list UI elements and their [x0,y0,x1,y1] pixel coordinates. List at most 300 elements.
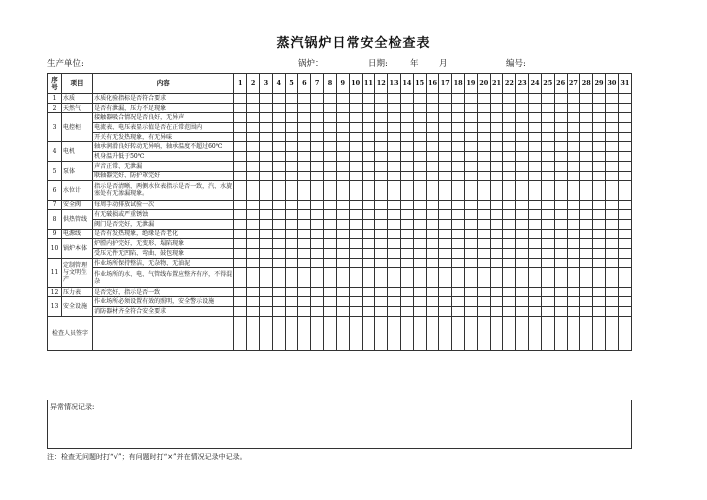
day-check-cell[interactable] [554,249,567,259]
day-check-cell[interactable] [618,142,631,152]
day-check-cell[interactable] [554,171,567,181]
day-check-cell[interactable] [413,210,426,220]
day-check-cell[interactable] [580,210,593,220]
day-check-cell[interactable] [503,171,516,181]
day-check-cell[interactable] [554,142,567,152]
day-check-cell[interactable] [400,181,413,200]
day-check-cell[interactable] [477,152,490,162]
day-check-cell[interactable] [324,268,337,287]
day-check-cell[interactable] [285,142,298,152]
day-check-cell[interactable] [503,123,516,133]
day-check-cell[interactable] [529,94,542,104]
day-check-cell[interactable] [426,103,439,113]
day-check-cell[interactable] [439,123,452,133]
day-check-cell[interactable] [593,171,606,181]
day-check-cell[interactable] [298,132,311,142]
day-check-cell[interactable] [413,239,426,249]
day-check-cell[interactable] [336,171,349,181]
day-check-cell[interactable] [477,268,490,287]
day-check-cell[interactable] [503,94,516,104]
day-check-cell[interactable] [439,181,452,200]
day-check-cell[interactable] [311,103,324,113]
day-check-cell[interactable] [388,142,401,152]
day-check-cell[interactable] [426,113,439,123]
day-check-cell[interactable] [247,152,260,162]
day-check-cell[interactable] [298,219,311,229]
signer-cell[interactable] [349,316,362,350]
day-check-cell[interactable] [618,103,631,113]
signer-cell[interactable] [362,316,375,350]
day-check-cell[interactable] [465,94,478,104]
day-check-cell[interactable] [529,258,542,268]
day-check-cell[interactable] [272,219,285,229]
day-check-cell[interactable] [567,258,580,268]
day-check-cell[interactable] [503,152,516,162]
day-check-cell[interactable] [324,103,337,113]
day-check-cell[interactable] [503,103,516,113]
day-check-cell[interactable] [324,113,337,123]
day-check-cell[interactable] [426,200,439,210]
day-check-cell[interactable] [272,287,285,297]
day-check-cell[interactable] [298,123,311,133]
day-check-cell[interactable] [477,239,490,249]
day-check-cell[interactable] [272,171,285,181]
day-check-cell[interactable] [529,307,542,317]
day-check-cell[interactable] [618,239,631,249]
day-check-cell[interactable] [503,287,516,297]
day-check-cell[interactable] [426,249,439,259]
day-check-cell[interactable] [605,210,618,220]
day-check-cell[interactable] [234,103,247,113]
day-check-cell[interactable] [490,249,503,259]
day-check-cell[interactable] [452,200,465,210]
day-check-cell[interactable] [298,103,311,113]
day-check-cell[interactable] [580,142,593,152]
day-check-cell[interactable] [439,113,452,123]
day-check-cell[interactable] [285,132,298,142]
signer-cell[interactable] [452,316,465,350]
day-check-cell[interactable] [298,113,311,123]
day-check-cell[interactable] [375,249,388,259]
day-check-cell[interactable] [426,258,439,268]
day-check-cell[interactable] [362,123,375,133]
signer-cell[interactable] [413,316,426,350]
day-check-cell[interactable] [567,297,580,307]
day-check-cell[interactable] [349,249,362,259]
day-check-cell[interactable] [618,229,631,239]
day-check-cell[interactable] [503,210,516,220]
day-check-cell[interactable] [324,219,337,229]
day-check-cell[interactable] [490,239,503,249]
day-check-cell[interactable] [516,307,529,317]
day-check-cell[interactable] [413,94,426,104]
day-check-cell[interactable] [400,210,413,220]
day-check-cell[interactable] [311,249,324,259]
day-check-cell[interactable] [388,200,401,210]
day-check-cell[interactable] [362,287,375,297]
day-check-cell[interactable] [311,268,324,287]
day-check-cell[interactable] [413,181,426,200]
day-check-cell[interactable] [234,94,247,104]
day-check-cell[interactable] [388,239,401,249]
day-check-cell[interactable] [465,123,478,133]
day-check-cell[interactable] [541,132,554,142]
day-check-cell[interactable] [516,297,529,307]
day-check-cell[interactable] [503,307,516,317]
day-check-cell[interactable] [465,307,478,317]
day-check-cell[interactable] [516,152,529,162]
day-check-cell[interactable] [503,142,516,152]
day-check-cell[interactable] [349,200,362,210]
day-check-cell[interactable] [285,249,298,259]
day-check-cell[interactable] [426,94,439,104]
day-check-cell[interactable] [580,161,593,171]
day-check-cell[interactable] [349,268,362,287]
day-check-cell[interactable] [426,287,439,297]
day-check-cell[interactable] [580,287,593,297]
day-check-cell[interactable] [400,258,413,268]
day-check-cell[interactable] [375,200,388,210]
day-check-cell[interactable] [593,161,606,171]
day-check-cell[interactable] [554,287,567,297]
day-check-cell[interactable] [452,142,465,152]
day-check-cell[interactable] [490,229,503,239]
day-check-cell[interactable] [375,142,388,152]
day-check-cell[interactable] [605,103,618,113]
day-check-cell[interactable] [272,94,285,104]
day-check-cell[interactable] [593,103,606,113]
signer-cell[interactable] [503,316,516,350]
signer-cell[interactable] [567,316,580,350]
day-check-cell[interactable] [349,161,362,171]
day-check-cell[interactable] [452,268,465,287]
day-check-cell[interactable] [285,103,298,113]
day-check-cell[interactable] [452,287,465,297]
day-check-cell[interactable] [439,307,452,317]
day-check-cell[interactable] [605,142,618,152]
day-check-cell[interactable] [477,123,490,133]
day-check-cell[interactable] [234,200,247,210]
day-check-cell[interactable] [541,161,554,171]
day-check-cell[interactable] [272,152,285,162]
day-check-cell[interactable] [503,161,516,171]
day-check-cell[interactable] [605,268,618,287]
day-check-cell[interactable] [324,307,337,317]
day-check-cell[interactable] [336,152,349,162]
day-check-cell[interactable] [260,94,273,104]
day-check-cell[interactable] [298,171,311,181]
day-check-cell[interactable] [362,229,375,239]
day-check-cell[interactable] [541,229,554,239]
day-check-cell[interactable] [490,113,503,123]
day-check-cell[interactable] [336,123,349,133]
day-check-cell[interactable] [465,297,478,307]
day-check-cell[interactable] [375,132,388,142]
day-check-cell[interactable] [375,103,388,113]
day-check-cell[interactable] [311,307,324,317]
day-check-cell[interactable] [285,219,298,229]
day-check-cell[interactable] [260,171,273,181]
day-check-cell[interactable] [541,142,554,152]
day-check-cell[interactable] [477,219,490,229]
day-check-cell[interactable] [516,181,529,200]
day-check-cell[interactable] [400,287,413,297]
day-check-cell[interactable] [618,200,631,210]
day-check-cell[interactable] [593,258,606,268]
day-check-cell[interactable] [426,239,439,249]
day-check-cell[interactable] [593,123,606,133]
day-check-cell[interactable] [490,123,503,133]
abnormal-record-box[interactable] [47,400,632,449]
day-check-cell[interactable] [477,132,490,142]
day-check-cell[interactable] [426,171,439,181]
signer-cell[interactable] [477,316,490,350]
day-check-cell[interactable] [375,307,388,317]
day-check-cell[interactable] [477,200,490,210]
day-check-cell[interactable] [388,258,401,268]
day-check-cell[interactable] [311,219,324,229]
day-check-cell[interactable] [503,229,516,239]
day-check-cell[interactable] [490,94,503,104]
day-check-cell[interactable] [593,229,606,239]
day-check-cell[interactable] [426,152,439,162]
day-check-cell[interactable] [465,219,478,229]
day-check-cell[interactable] [465,239,478,249]
day-check-cell[interactable] [465,142,478,152]
day-check-cell[interactable] [311,210,324,220]
day-check-cell[interactable] [272,239,285,249]
day-check-cell[interactable] [490,142,503,152]
day-check-cell[interactable] [362,181,375,200]
day-check-cell[interactable] [336,200,349,210]
day-check-cell[interactable] [336,181,349,200]
day-check-cell[interactable] [477,258,490,268]
day-check-cell[interactable] [247,268,260,287]
day-check-cell[interactable] [490,210,503,220]
day-check-cell[interactable] [298,152,311,162]
day-check-cell[interactable] [298,200,311,210]
day-check-cell[interactable] [375,181,388,200]
day-check-cell[interactable] [388,103,401,113]
signer-cell[interactable] [298,316,311,350]
day-check-cell[interactable] [298,307,311,317]
day-check-cell[interactable] [541,287,554,297]
day-check-cell[interactable] [247,142,260,152]
day-check-cell[interactable] [465,152,478,162]
day-check-cell[interactable] [311,123,324,133]
day-check-cell[interactable] [298,258,311,268]
day-check-cell[interactable] [234,161,247,171]
day-check-cell[interactable] [516,268,529,287]
day-check-cell[interactable] [426,307,439,317]
day-check-cell[interactable] [336,132,349,142]
day-check-cell[interactable] [580,297,593,307]
day-check-cell[interactable] [541,268,554,287]
day-check-cell[interactable] [477,181,490,200]
day-check-cell[interactable] [541,297,554,307]
day-check-cell[interactable] [580,239,593,249]
day-check-cell[interactable] [567,229,580,239]
day-check-cell[interactable] [260,297,273,307]
day-check-cell[interactable] [541,219,554,229]
day-check-cell[interactable] [541,239,554,249]
day-check-cell[interactable] [605,249,618,259]
day-check-cell[interactable] [324,132,337,142]
day-check-cell[interactable] [516,142,529,152]
day-check-cell[interactable] [554,219,567,229]
day-check-cell[interactable] [272,249,285,259]
day-check-cell[interactable] [529,123,542,133]
day-check-cell[interactable] [618,297,631,307]
day-check-cell[interactable] [234,132,247,142]
day-check-cell[interactable] [503,297,516,307]
day-check-cell[interactable] [439,297,452,307]
day-check-cell[interactable] [362,239,375,249]
day-check-cell[interactable] [516,123,529,133]
day-check-cell[interactable] [311,132,324,142]
day-check-cell[interactable] [541,103,554,113]
day-check-cell[interactable] [298,239,311,249]
day-check-cell[interactable] [580,152,593,162]
day-check-cell[interactable] [426,268,439,287]
day-check-cell[interactable] [477,94,490,104]
day-check-cell[interactable] [426,161,439,171]
day-check-cell[interactable] [234,219,247,229]
day-check-cell[interactable] [580,94,593,104]
day-check-cell[interactable] [336,142,349,152]
day-check-cell[interactable] [234,239,247,249]
day-check-cell[interactable] [400,142,413,152]
day-check-cell[interactable] [477,113,490,123]
day-check-cell[interactable] [490,152,503,162]
day-check-cell[interactable] [349,210,362,220]
day-check-cell[interactable] [375,161,388,171]
day-check-cell[interactable] [605,297,618,307]
day-check-cell[interactable] [618,152,631,162]
signer-cell[interactable] [529,316,542,350]
day-check-cell[interactable] [400,307,413,317]
day-check-cell[interactable] [426,229,439,239]
day-check-cell[interactable] [465,268,478,287]
day-check-cell[interactable] [516,258,529,268]
day-check-cell[interactable] [388,94,401,104]
day-check-cell[interactable] [465,210,478,220]
day-check-cell[interactable] [529,113,542,123]
day-check-cell[interactable] [400,123,413,133]
day-check-cell[interactable] [426,123,439,133]
day-check-cell[interactable] [426,142,439,152]
day-check-cell[interactable] [400,171,413,181]
day-check-cell[interactable] [529,161,542,171]
day-check-cell[interactable] [247,171,260,181]
day-check-cell[interactable] [311,229,324,239]
day-check-cell[interactable] [375,219,388,229]
day-check-cell[interactable] [541,200,554,210]
day-check-cell[interactable] [605,229,618,239]
day-check-cell[interactable] [593,152,606,162]
day-check-cell[interactable] [554,152,567,162]
signer-cell[interactable] [324,316,337,350]
day-check-cell[interactable] [465,181,478,200]
day-check-cell[interactable] [605,171,618,181]
day-check-cell[interactable] [490,103,503,113]
day-check-cell[interactable] [593,200,606,210]
day-check-cell[interactable] [439,171,452,181]
day-check-cell[interactable] [554,268,567,287]
signer-cell[interactable] [554,316,567,350]
day-check-cell[interactable] [375,287,388,297]
day-check-cell[interactable] [477,297,490,307]
day-check-cell[interactable] [541,210,554,220]
day-check-cell[interactable] [452,103,465,113]
day-check-cell[interactable] [388,219,401,229]
day-check-cell[interactable] [362,249,375,259]
day-check-cell[interactable] [439,287,452,297]
day-check-cell[interactable] [605,123,618,133]
day-check-cell[interactable] [400,132,413,142]
day-check-cell[interactable] [311,297,324,307]
day-check-cell[interactable] [516,200,529,210]
day-check-cell[interactable] [580,249,593,259]
day-check-cell[interactable] [324,258,337,268]
day-check-cell[interactable] [503,132,516,142]
day-check-cell[interactable] [260,258,273,268]
day-check-cell[interactable] [336,268,349,287]
day-check-cell[interactable] [285,268,298,287]
day-check-cell[interactable] [465,249,478,259]
day-check-cell[interactable] [375,268,388,287]
day-check-cell[interactable] [516,171,529,181]
day-check-cell[interactable] [247,161,260,171]
day-check-cell[interactable] [605,258,618,268]
day-check-cell[interactable] [311,113,324,123]
day-check-cell[interactable] [336,94,349,104]
day-check-cell[interactable] [580,113,593,123]
day-check-cell[interactable] [298,287,311,297]
day-check-cell[interactable] [593,113,606,123]
day-check-cell[interactable] [413,152,426,162]
day-check-cell[interactable] [298,210,311,220]
day-check-cell[interactable] [413,258,426,268]
day-check-cell[interactable] [272,181,285,200]
day-check-cell[interactable] [516,113,529,123]
day-check-cell[interactable] [541,94,554,104]
day-check-cell[interactable] [529,152,542,162]
day-check-cell[interactable] [490,161,503,171]
day-check-cell[interactable] [554,94,567,104]
day-check-cell[interactable] [349,113,362,123]
day-check-cell[interactable] [400,152,413,162]
day-check-cell[interactable] [362,307,375,317]
day-check-cell[interactable] [593,307,606,317]
day-check-cell[interactable] [529,103,542,113]
day-check-cell[interactable] [516,219,529,229]
day-check-cell[interactable] [400,161,413,171]
day-check-cell[interactable] [324,94,337,104]
day-check-cell[interactable] [362,210,375,220]
day-check-cell[interactable] [336,103,349,113]
signer-cell[interactable] [388,316,401,350]
day-check-cell[interactable] [465,200,478,210]
day-check-cell[interactable] [311,287,324,297]
day-check-cell[interactable] [516,132,529,142]
day-check-cell[interactable] [349,132,362,142]
day-check-cell[interactable] [529,210,542,220]
day-check-cell[interactable] [529,200,542,210]
day-check-cell[interactable] [247,200,260,210]
day-check-cell[interactable] [439,161,452,171]
day-check-cell[interactable] [247,229,260,239]
